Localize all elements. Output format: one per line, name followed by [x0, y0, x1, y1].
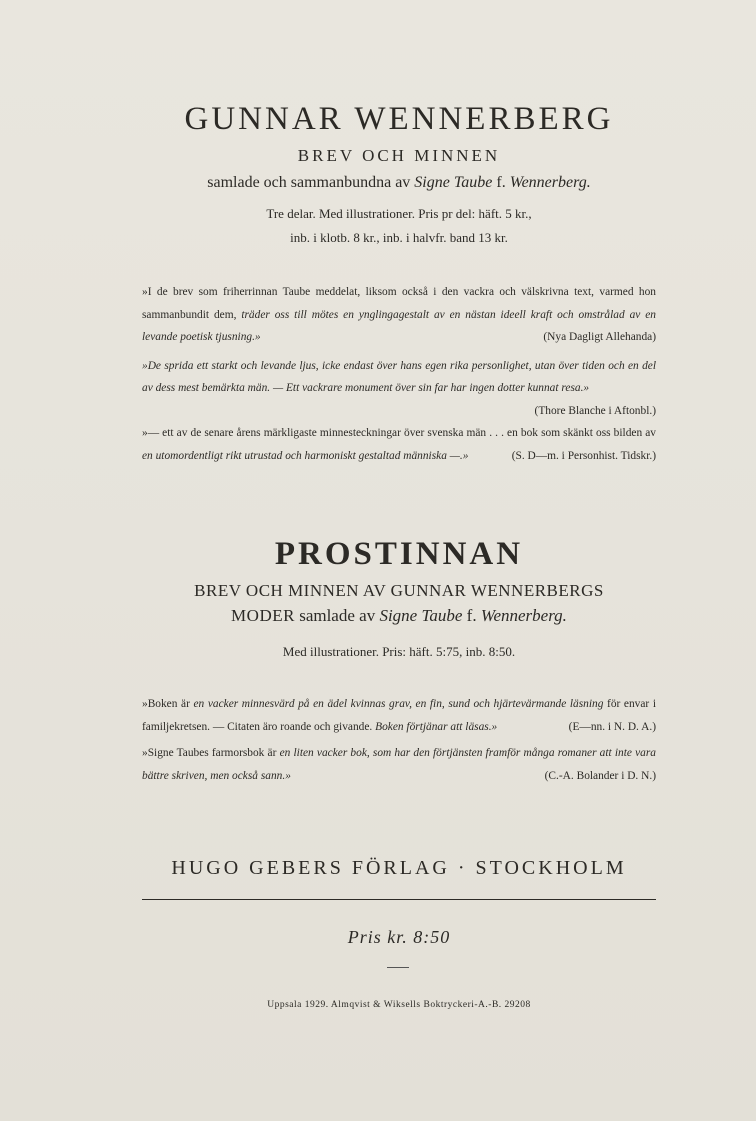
- publisher: HUGO GEBERS FÖRLAG · STOCKHOLM: [171, 857, 627, 879]
- book2-title: PROSTINNAN: [274, 536, 524, 572]
- book2-review-1-source: (E—nn. i N. D. A.): [568, 720, 656, 733]
- book1-review-3-source: (S. D—m. i Personhist. Tidskr.): [511, 449, 656, 462]
- book1-info: [142, 202, 656, 250]
- short-rule: [387, 967, 409, 968]
- book1-header: [142, 101, 656, 250]
- divider-rule: [142, 899, 656, 900]
- book1-subtitle: BREV OCH MINNEN: [297, 146, 501, 165]
- book1-review-2-source: (Thore Blanche i Aftonbl.): [534, 404, 656, 417]
- book1-review-2: »De sprida ett starkt och levande ljus, icke endast över hans egen rika personlighet, utan över tiden och en del av dess mest bemärkta män. — Ett vackrare monument över sin far har ingen dotter kunnat resa.» (Thore Blanche i Aftonbl.): [142, 355, 656, 423]
- book1-review-1: »I de brev som friherrinnan Taube meddelat, liksom också i den vackra och välskrivna text, varmed hon sammanbundit dem, träder oss till mötes en ynglingagestalt av en nästan ideell kraft och omstrålad av en levande poetisk tjusning.» (Nya Dagligt Allehanda): [142, 281, 656, 349]
- book1-title: GUNNAR WENNERBERG: [184, 101, 614, 137]
- book1-byline: samlade och sammanbundna av Signe Taube f. Wennerberg.: [207, 174, 591, 191]
- book2-reviews: [142, 693, 656, 787]
- book1-info-line1: Tre delar. Med illustrationer. Pris pr del: häft. 5 kr.,: [266, 206, 532, 221]
- book2-subtitle-1: BREV OCH MINNEN AV GUNNAR WENNERBERGS: [194, 581, 604, 600]
- book2-review-2-source: (C.-A. Bolander i D. N.): [544, 769, 656, 782]
- price: Pris kr. 8:50: [347, 927, 451, 947]
- book2-review-1: »Boken är en vacker minnesvärd på en ädel kvinnas grav, en fin, sund och hjärtevärmande läsning för envar i familjekretsen. — Citaten äro roande och givande. Boken förtjänar att läsas.» (E—nn. i N. D. A.): [142, 693, 656, 738]
- book1-reviews: [142, 281, 656, 467]
- book2-header: [142, 536, 656, 664]
- book2-review-2: »Signe Taubes farmorsbok är en liten vacker bok, som har den förtjänsten framför många romaner att inte vara bättre skriven, men också sann.» (C.-A. Bolander i D. N.): [142, 742, 656, 787]
- book1-review-1-source: (Nya Dagligt Allehanda): [543, 331, 656, 343]
- book1-review-3: »— ett av de senare årens märkligaste minnesteckningar över svenska män . . . en bok som skänkt oss bilden av en utomordentligt rikt utrustad och harmoniskt gestaltad människa —.» (S. D—m. i Personhist. Tidskr.): [142, 422, 656, 467]
- book2-subtitle-2: MODER samlade av Signe Taube f. Wennerberg.: [231, 606, 567, 625]
- printer-imprint: Uppsala 1929. Almqvist & Wiksells Boktryckeri-A.-B. 29208: [267, 1000, 531, 1010]
- book1-info-line2: inb. i klotb. 8 kr., inb. i halvfr. band 13 kr.: [290, 230, 508, 245]
- book2-info: Med illustrationer. Pris: häft. 5:75, inb. 8:50.: [282, 644, 516, 659]
